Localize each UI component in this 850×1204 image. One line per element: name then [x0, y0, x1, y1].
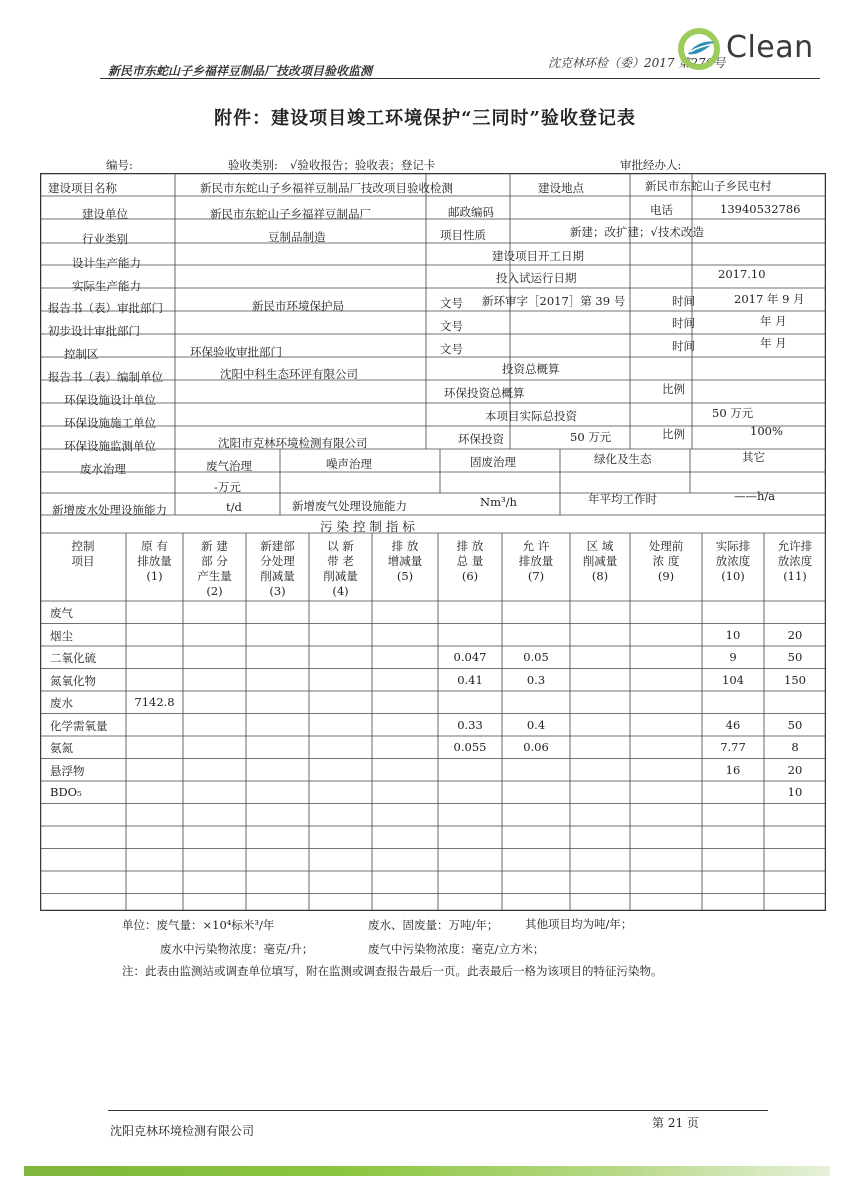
unit-note-2: 废水、固废量：万吨/年； [368, 918, 499, 932]
compile-unit-label: 报告书（表）编制单位 [48, 370, 163, 384]
total-invest-label: 投资总概算 [502, 362, 560, 376]
pollution-value: 8 [791, 740, 799, 754]
time-label-2: 时间 [672, 316, 695, 330]
pollution-value: 50 [787, 650, 803, 664]
green-label: 绿化及生态 [594, 452, 652, 466]
ratio-label-2: 比例 [662, 427, 685, 441]
design-capacity-label: 设计生产能力 [72, 256, 141, 270]
trial-date: 2017.10 [718, 267, 766, 281]
footnote: 注：此表由监测站或调查单位填写，附在监测或调查报告最后一页。此表最后一格为该项目的特征污染物。 [122, 964, 663, 978]
pollution-section-title: 污 染 控 制 指 标 [320, 519, 415, 534]
project-name-label: 建设项目名称 [48, 181, 117, 195]
pollution-col-header: 控制 项目 [71, 539, 95, 568]
pollution-col-header: 排 放 增减量 (5) [387, 539, 423, 583]
pollution-col-header: 新建部 分处理 削减量 (3) [260, 539, 295, 598]
actual-invest-label: 本项目实际总投资 [485, 409, 577, 423]
pollution-value: 50 [787, 717, 803, 732]
start-date-label: 建设项目开工日期 [492, 249, 584, 263]
nature-label: 项目性质 [440, 228, 486, 242]
footer-company: 沈阳克林环境检测有限公司 [110, 1124, 255, 1138]
report-dept-label: 报告书（表）审批部门 [48, 301, 163, 315]
conc-note-2: 废气中污染物浓度：毫克/立方米； [368, 942, 545, 956]
pollution-value: 10 [787, 785, 803, 799]
pollution-value: 104 [722, 672, 744, 687]
wan-yuan: -万元 [214, 480, 241, 494]
ratio-label-1: 比例 [662, 382, 685, 396]
unit: 新民市东蛇山子乡福祥豆制品厂 [210, 207, 371, 221]
compile-unit: 沈阳中科生态环评有限公司 [220, 367, 358, 381]
pollution-value: 0.06 [523, 740, 549, 754]
report-time: 2017 年 9 月 [734, 292, 805, 306]
doc-no-label-3: 文号 [440, 342, 463, 356]
trial-date-label: 投入试运行日期 [496, 271, 577, 285]
accept-dept-label: 环保验收审批部门 [190, 345, 282, 359]
pollutant-name: BDO₅ [50, 785, 82, 799]
env-monitor-label: 环保设施监测单位 [64, 439, 156, 453]
time-label-1: 时间 [672, 294, 695, 308]
pollution-col-header: 原 有 排放量 (1) [137, 539, 172, 583]
noise-label: 噪声治理 [326, 457, 372, 471]
acceptance-type-value: √验收报告；验收表；登记卡 [290, 158, 436, 172]
location: 新民市东蛇山子乡民屯村 [645, 179, 772, 193]
doc-no: 新环审字［2017］第 39 号 [482, 294, 626, 308]
doc-no-label-2: 文号 [440, 319, 463, 333]
pollution-value: 0.3 [526, 672, 546, 687]
page-title: 附件：建设项目竣工环境保护“三同时”验收登记表 [214, 108, 636, 129]
registration-table [40, 173, 826, 911]
pollutant-name: 氮氧化物 [50, 673, 96, 688]
accept-time: 年 月 [760, 336, 787, 350]
pollution-col-header: 处理前 浓 度 (9) [648, 539, 684, 583]
solid-label: 固废治理 [470, 455, 516, 469]
annual-hours-label: 年平均工作时 [588, 492, 657, 506]
nature: 新建；改扩建；√技术改造 [570, 225, 704, 239]
unit-label: 建设单位 [82, 207, 128, 221]
pollution-value: 7.77 [720, 740, 746, 754]
phone: 13940532786 [720, 202, 801, 216]
env-design-label: 环保设施设计单位 [64, 393, 156, 407]
postcode-label: 邮政编码 [448, 205, 494, 219]
pollution-value: 16 [725, 762, 741, 777]
pollution-col-header: 允许排 放浓度 (11) [777, 539, 813, 583]
time-label-3: 时间 [672, 339, 695, 353]
pollution-col-header: 排 放 总 量 (6) [456, 539, 484, 583]
pollutant-name: 废气 [50, 606, 73, 620]
pollution-col-header: 实际排 放浓度 (10) [715, 539, 751, 583]
pollutant-name: 烟尘 [50, 628, 73, 643]
control-area-label: 控制区 [64, 347, 99, 361]
pollution-col-header: 允 许 排放量 (7) [518, 539, 554, 583]
pollution-value: 7142.8 [134, 695, 175, 709]
pollutant-name: 二氧化硫 [50, 651, 96, 665]
header-rule [100, 78, 820, 79]
env-investment: 50 万元 [570, 430, 612, 444]
env-invest-label: 环保投资总概算 [444, 386, 525, 400]
unit-note-3: 其他项目均为吨/年； [525, 917, 633, 931]
brand-green-bar [24, 1166, 830, 1176]
prelim-time: 年 月 [760, 314, 787, 328]
page-number: 第 21 页 [652, 1116, 699, 1130]
pollutant-name: 化学需氧量 [50, 718, 108, 733]
pollution-value: 0.055 [453, 740, 487, 754]
env-investment-label: 环保投资 [458, 432, 504, 446]
pollution-col-header: 区 域 削减量 (8) [582, 539, 618, 583]
acceptance-type-label: 验收类别: [228, 158, 278, 172]
pollution-col-header: 新 建 部 分 产生量 (2) [197, 539, 232, 598]
pollution-value: 9 [729, 650, 737, 664]
approver-label: 审批经办人: [620, 158, 682, 172]
footer-rule [108, 1110, 768, 1111]
pollution-col-header: 以 新 带 老 削减量 (4) [323, 539, 358, 598]
new-gas-cap-label: 新增废气处理设施能力 [292, 499, 407, 513]
conc-note-1: 废水中污染物浓度：毫克/升； [160, 942, 314, 956]
pollution-value: 0.047 [453, 650, 487, 664]
project-name: 新民市东蛇山子乡福祥豆制品厂技改项目验收检测 [200, 181, 453, 195]
gas-treat-label: 废气治理 [206, 459, 252, 473]
industry: 豆制品制造 [268, 230, 326, 244]
pollution-value: 10 [725, 627, 741, 642]
td-unit: t/d [226, 500, 242, 514]
pollutant-name: 悬浮物 [50, 763, 85, 778]
industry-label: 行业类别 [82, 232, 128, 246]
env-build-label: 环保设施施工单位 [64, 416, 156, 430]
annual-hours-unit: ——h/a [734, 489, 776, 503]
unit-note-1: 单位：废气量：×10⁴标米³/年 [122, 918, 275, 932]
leaf-logo-icon [676, 26, 722, 72]
pollution-value: 0.33 [457, 717, 483, 732]
actual-capacity-label: 实际生产能力 [72, 279, 141, 293]
actual-invest: 50 万元 [712, 406, 754, 420]
env-monitor: 沈阳市克林环境检测有限公司 [218, 436, 368, 450]
other-label: 其它 [742, 450, 765, 464]
new-water-cap-label: 新增废水处理设施能力 [52, 503, 167, 517]
phone-label: 电话 [650, 203, 673, 217]
pollution-value: 150 [784, 672, 806, 687]
header-right-text: 沈克林环检（委）2017 第276号 [548, 56, 726, 70]
ratio-value: 100% [750, 424, 783, 438]
prelim-dept-label: 初步设计审批部门 [48, 324, 140, 338]
pollution-value: 0.4 [526, 717, 546, 732]
wastewater-label: 废水治理 [80, 462, 126, 476]
report-dept: 新民市环境保护局 [252, 299, 344, 313]
doc-no-label-1: 文号 [440, 296, 463, 310]
pollution-value: 20 [787, 762, 803, 777]
pollution-value: 0.41 [457, 672, 483, 687]
pollution-value: 0.05 [523, 650, 549, 664]
number-label: 编号: [106, 158, 133, 172]
pollution-value: 46 [725, 717, 741, 732]
pollutant-name: 废水 [50, 696, 73, 710]
pollution-value: 20 [787, 627, 803, 642]
pollutant-name: 氨氮 [50, 741, 73, 755]
header-left-text: 新民市东蛇山子乡福祥豆制品厂技改项目验收监测 [108, 64, 373, 78]
location-label: 建设地点 [538, 181, 584, 195]
nm3h-unit: Nm³/h [480, 495, 517, 509]
logo-text: Clean [726, 30, 814, 65]
clean-logo [676, 26, 816, 76]
